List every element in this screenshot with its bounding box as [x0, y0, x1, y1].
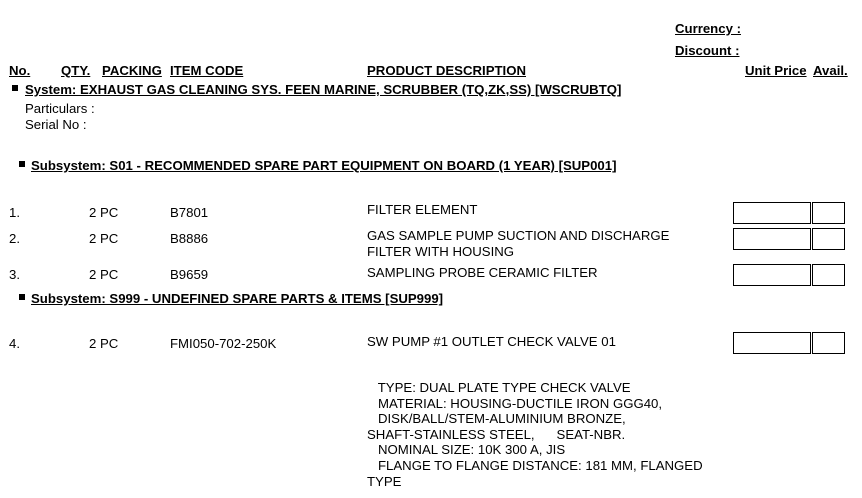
col-header-no: No.	[9, 63, 31, 78]
item-description: SAMPLING PROBE CERAMIC FILTER	[367, 265, 598, 280]
item-code: B9659	[170, 267, 209, 282]
item-code: FMI050-702-250K	[170, 336, 277, 351]
unit-price-field[interactable]	[733, 202, 811, 224]
unit-price-field[interactable]	[733, 332, 811, 354]
subsystem-bullet	[19, 161, 25, 167]
item-code: B7801	[170, 205, 209, 220]
col-header-product-description: PRODUCT DESCRIPTION	[367, 63, 526, 78]
item-details-text: TYPE: DUAL PLATE TYPE CHECK VALVE MATERIAL: HOUSING-DUCTILE IRON GGG40, DISK/BALL/STEM-ALUMINIUM BRONZE, SHAFT-STAINLESS STEEL, SEAT-NBR. NOMINAL SIZE: 10K 300 A, JIS FLANGE TO FLANGE DISTANCE: 181 MM, FLANGED TYPE	[367, 380, 703, 489]
avail-field[interactable]	[812, 202, 845, 224]
particulars-label: Particulars :	[25, 101, 95, 116]
col-header-avail: Avail.	[813, 63, 848, 78]
item-qty: 2 PC	[89, 231, 119, 246]
unit-price-field[interactable]	[733, 264, 811, 286]
subsystem-bullet	[19, 294, 25, 300]
item-no: 2.	[9, 231, 20, 246]
avail-field[interactable]	[812, 332, 845, 354]
serial-no-label: Serial No :	[25, 117, 87, 132]
col-header-qty: QTY.	[61, 63, 91, 78]
item-qty: 2 PC	[89, 205, 119, 220]
item-code: B8886	[170, 231, 209, 246]
unit-price-field[interactable]	[733, 228, 811, 250]
item-description: GAS SAMPLE PUMP SUCTION AND DISCHARGE FILTER WITH HOUSING	[367, 228, 670, 259]
item-description: FILTER ELEMENT	[367, 202, 478, 217]
currency-label: Currency :	[675, 21, 741, 36]
avail-field[interactable]	[812, 228, 845, 250]
discount-label: Discount :	[675, 43, 740, 58]
subsystem-title: Subsystem: S01 - RECOMMENDED SPARE PART EQUIPMENT ON BOARD (1 YEAR) [SUP001]	[31, 158, 617, 173]
avail-field[interactable]	[812, 264, 845, 286]
subsystem-title: Subsystem: S999 - UNDEFINED SPARE PARTS & ITEMS [SUP999]	[31, 291, 444, 306]
item-description: SW PUMP #1 OUTLET CHECK VALVE 01	[367, 334, 616, 349]
col-header-unit-price: Unit Price	[745, 63, 807, 78]
item-qty: 2 PC	[89, 336, 119, 351]
item-no: 3.	[9, 267, 20, 282]
system-bullet	[12, 85, 18, 91]
item-qty: 2 PC	[89, 267, 119, 282]
item-no: 4.	[9, 336, 20, 351]
col-header-packing: PACKING	[102, 63, 162, 78]
item-no: 1.	[9, 205, 20, 220]
system-title: System: EXHAUST GAS CLEANING SYS. FEEN MARINE, SCRUBBER (TQ,ZK,SS) [WSCRUBTQ]	[25, 82, 622, 97]
col-header-item-code: ITEM CODE	[170, 63, 244, 78]
